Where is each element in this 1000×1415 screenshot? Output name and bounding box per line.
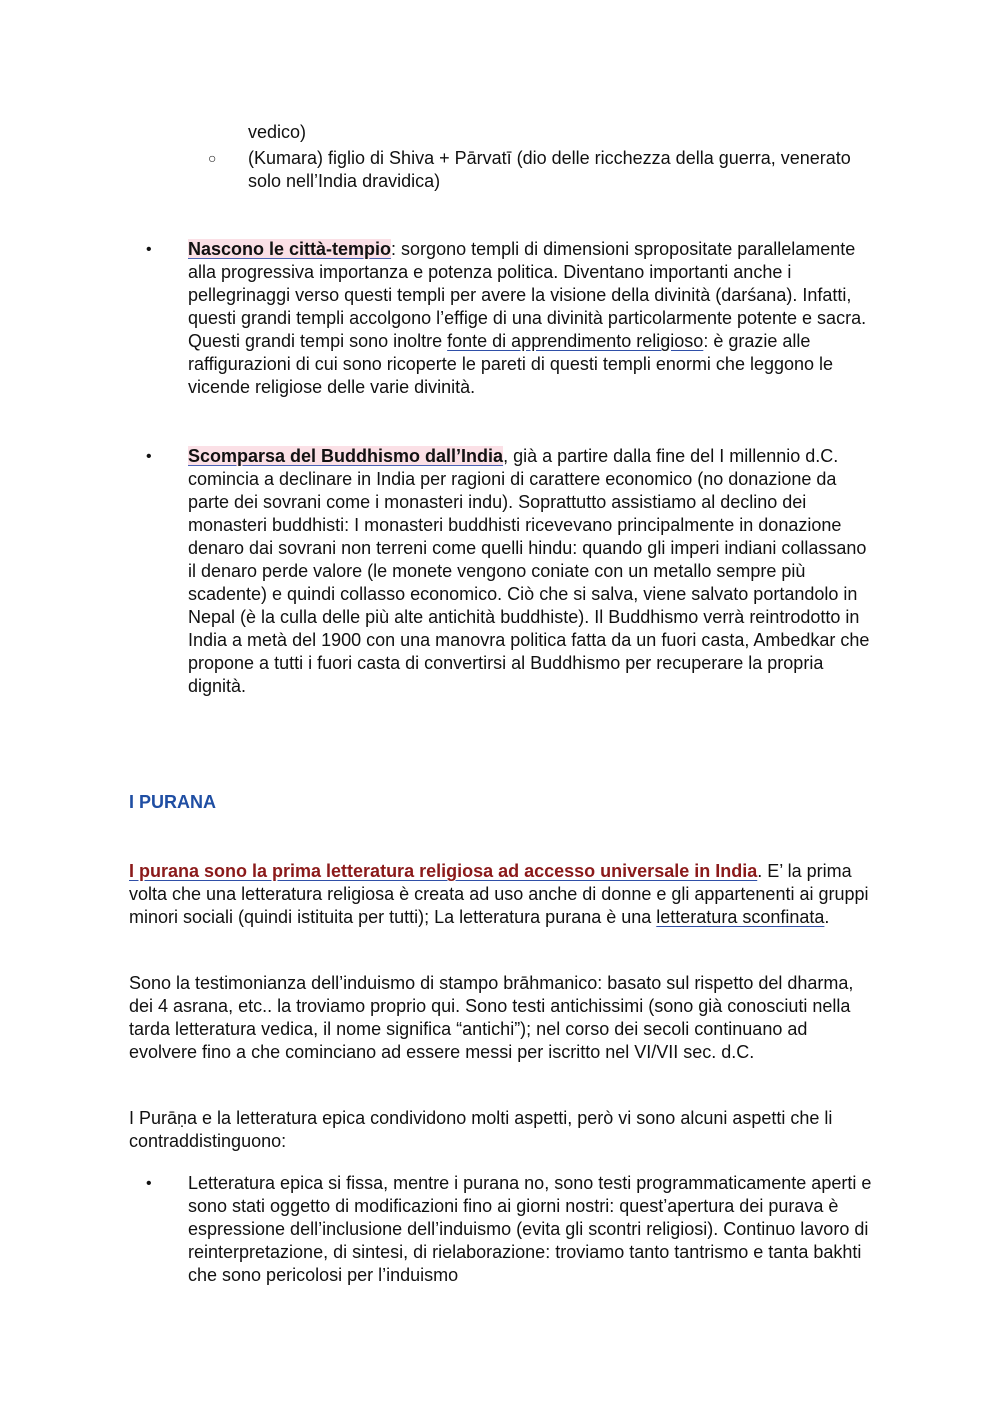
sub-item-continuation: vedico): [248, 122, 307, 142]
bullet-icon: •: [146, 448, 152, 465]
paragraph-confronto: I Purāṇa e la letteratura epica condividono molti aspetti, però vi sono alcuni aspetti che li contraddistinguono:: [129, 1108, 833, 1151]
paragraph-text-end: .: [824, 907, 830, 927]
paragraph-testimonianza: Sono la testimonianza dell’induismo di stampo brāhmanico: basato sul rispetto del dharma, dei 4 asrana, etc.. la troviamo proprio qui. Sono testi antichissimi (sono già conosciuti nella tarda letteratura vedica, il nome significa “antichi”); nel corso dei secoli continuano ad evolvere fino a che cominciano ad essere messi per iscritto nel VI/VII sec. d.C.: [129, 973, 854, 1062]
bullet-icon: •: [146, 1175, 152, 1192]
bullet-text-end: : è grazie alle raffigurazioni di cui sono ricoperte le pareti di questi templi enormi che leggono le vicende religiose delle varie divinità.: [188, 331, 834, 397]
bullet-item-buddhismo: [188, 445, 876, 698]
paragraph-text: . E’ la prima volta che una letteratura religiosa è creata ad uso anche di donne e gli appartenenti ai gruppi minori sociali (quindi istituita per tutti); La letteratura purana è una: [129, 861, 869, 927]
sub-item-kumara: (Kumara) figlio di Shiva + Pārvatī (dio delle ricchezza della guerra, venerato solo nell’India dravidica): [248, 148, 851, 191]
highlight-term: Scomparsa del Buddhismo dall’India: [188, 446, 504, 466]
bullet-text: , già a partire dalla fine del I millennio d.C. comincia a declinare in India per ragioni di carattere economico (no donazione da parte dei sovrani come i monasteri indu). Soprattutto assistiamo al declino dei monasteri buddhisti: I monasteri buddhisti ricevevano principalmente in donazione denaro dai sovrani non terreni come quelli hindu: quando gli imperi indiani collassano il denaro perde valore (le monete vengono coniate con un metallo sempre più scadente) e quindi collasso economico. Ciò che si salva, viene salvato portandolo in Nepal (è la culla delle più alte antichità buddhiste). Il Buddhismo verrà reintrodotto in India a metà del 1900 con una manovra politica fatta da un fuori casta, Ambedkar che propone a tutti i fuori casta di convertirsi al Buddhismo per recuperare la propria dignità.: [188, 446, 870, 696]
underlined-phrase: fonte di apprendimento religioso: [447, 331, 704, 351]
circle-bullet-icon: ○: [208, 150, 217, 166]
bullet-text: : sorgono templi di dimensioni spropositate parallelamente alla progressiva importanza e potenza politica. Diventano importanti anche i pellegrinaggi verso questi templi per avere la visione della divinità (darśana). Infatti, questi grandi templi accolgono l’effige di una divinità particolarmente potente e sacra. Questi grandi tempi sono inoltre: [188, 239, 867, 351]
key-statement: I purana sono la prima letteratura religiosa ad accesso universale in India: [129, 861, 758, 881]
bullet-icon: •: [146, 241, 152, 258]
bullet-item-letteratura-epica: Letteratura epica si fissa, mentre i purana no, sono testi programmaticamente aperti e sono stati oggetto di modificazioni fino ai giorni nostri: quest’apertura dei purava è espressione dell’inclusione dell’induismo (evita gli scontri religiosi). Continuo lavoro di reinterpretazione, di sintesi, di rielaborazione: troviamo tanto tantrismo e tanta bakhti che sono pericolosi per l’induismo: [188, 1173, 872, 1285]
bullet-item-citta-tempio: [188, 238, 876, 399]
highlight-term: Nascono le città-tempio: [188, 239, 392, 259]
underlined-phrase: letteratura sconfinata: [656, 907, 825, 927]
section-heading: I PURANA: [129, 792, 217, 812]
paragraph-intro: [129, 860, 876, 929]
